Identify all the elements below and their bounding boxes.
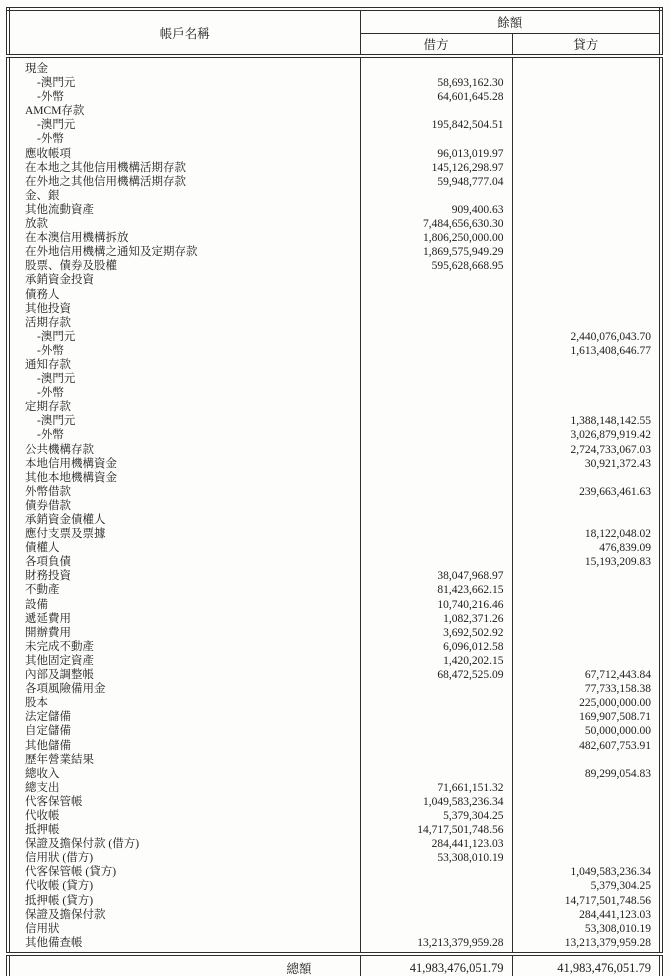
table-row: [8, 851, 661, 865]
credit-value: 482,607,753.91: [579, 739, 652, 752]
credit-value: [512, 316, 661, 330]
debit-value: [360, 428, 512, 442]
debit-value: 1,420,202.15: [360, 654, 512, 668]
column-header-credit: 貸方: [573, 38, 599, 52]
debit-value: [360, 682, 512, 696]
account-label: 設備: [8, 598, 360, 612]
account-label: -外幣: [8, 344, 360, 358]
debit-value: [360, 132, 512, 146]
credit-value: 239,663,461.63: [579, 485, 652, 498]
table-row: [8, 344, 661, 358]
table-row: [8, 428, 661, 442]
table-row: [8, 936, 661, 954]
table-row: [8, 767, 661, 781]
account-label: 各項負債: [8, 555, 360, 569]
account-label: 股本: [8, 696, 360, 710]
credit-value: [512, 583, 661, 597]
credit-value: [512, 400, 661, 414]
account-label: 信用狀: [8, 922, 360, 936]
credit-value: [512, 189, 661, 203]
table-row: [8, 668, 661, 682]
table-row: [8, 598, 661, 612]
trial-balance-table: [6, 7, 663, 976]
table-row: [8, 739, 661, 753]
credit-value: [512, 203, 661, 217]
debit-value: [360, 767, 512, 781]
credit-value: [512, 104, 661, 118]
credit-value: 15,193,209.83: [584, 556, 652, 569]
credit-value: [512, 640, 661, 654]
account-label: 金、銀: [8, 189, 360, 203]
debit-value: [360, 894, 512, 908]
account-label: -外幣: [8, 428, 360, 442]
credit-value: [512, 809, 661, 823]
account-label: 在外地之其他信用機構活期存款: [8, 175, 360, 189]
credit-value: 2,440,076,043.70: [570, 330, 652, 343]
debit-value: 1,082,371.26: [360, 612, 512, 626]
table-row: [8, 654, 661, 668]
credit-value: [512, 598, 661, 612]
debit-value: 1,806,250,000.00: [360, 231, 512, 245]
table-row: [8, 513, 661, 527]
debit-value: 1,869,575,949.29: [360, 245, 512, 259]
total-row: [8, 954, 661, 976]
debit-value: [360, 189, 512, 203]
total-credit-value: 41,983,476,051.79: [557, 960, 652, 975]
table-row: [8, 316, 661, 330]
credit-value: [512, 654, 661, 668]
debit-value: [360, 753, 512, 767]
credit-value: 89,299,054.83: [584, 767, 652, 780]
credit-value: [512, 612, 661, 626]
account-label: -澳門元: [8, 330, 360, 344]
debit-value: 96,013,019.97: [360, 147, 512, 161]
account-label: 總收入: [8, 767, 360, 781]
debit-value: [360, 541, 512, 555]
account-label: 信用狀 (借方): [8, 851, 360, 865]
credit-value: [512, 499, 661, 513]
table-row: [8, 288, 661, 302]
account-label: 放款: [8, 217, 360, 231]
account-label: 承銷資金債權人: [8, 513, 360, 527]
account-label: 保證及擔保付款 (借方): [8, 837, 360, 851]
credit-value: [512, 259, 661, 273]
credit-value: 50,000,000.00: [584, 725, 652, 738]
table-row: [8, 217, 661, 231]
debit-value: [360, 443, 512, 457]
table-row: [8, 161, 661, 175]
table-header: [8, 9, 661, 56]
table-footer: [8, 954, 661, 976]
account-label: 其他本地機構資金: [8, 471, 360, 485]
debit-value: 595,628,668.95: [360, 259, 512, 273]
table-row: [8, 245, 661, 259]
table-row: [8, 499, 661, 513]
table-row: [8, 555, 661, 569]
table-row: [8, 273, 661, 287]
table-row: [8, 443, 661, 457]
table-row: [8, 724, 661, 738]
account-label: 各項風險備用金: [8, 682, 360, 696]
credit-value: [512, 569, 661, 583]
debit-value: [360, 330, 512, 344]
table-row: [8, 569, 661, 583]
credit-value: 30,921,372.43: [584, 457, 652, 470]
account-label: 債券借款: [8, 499, 360, 513]
debit-value: 59,948,777.04: [360, 175, 512, 189]
credit-value: [512, 851, 661, 865]
debit-value: [360, 499, 512, 513]
account-label: -澳門元: [8, 118, 360, 132]
table-row: [8, 175, 661, 189]
debit-value: [360, 344, 512, 358]
table-row: [8, 696, 661, 710]
account-label: 債務人: [8, 288, 360, 302]
credit-value: [512, 471, 661, 485]
table-row: [8, 837, 661, 851]
credit-value: [512, 147, 661, 161]
debit-value: 38,047,968.97: [360, 569, 512, 583]
table-row: [8, 259, 661, 273]
account-label: -澳門元: [8, 372, 360, 386]
credit-value: [512, 118, 661, 132]
account-label: 自定儲備: [8, 724, 360, 738]
table-row: [8, 471, 661, 485]
credit-value: [512, 217, 661, 231]
credit-value: 5,379,304.25: [590, 880, 652, 893]
credit-value: [512, 76, 661, 90]
account-label: 遞延費用: [8, 612, 360, 626]
account-label: 債權人: [8, 541, 360, 555]
table-row: [8, 189, 661, 203]
debit-value: 53,308,010.19: [360, 851, 512, 865]
account-label: 其他備查帳: [8, 936, 360, 954]
table-row: [8, 457, 661, 471]
account-label: 在本地之其他信用機構活期存款: [8, 161, 360, 175]
debit-value: [360, 724, 512, 738]
table-row: [8, 414, 661, 428]
account-label: 在外地信用機構之通知及定期存款: [8, 245, 360, 259]
account-label: 代收帳 (貸方): [8, 879, 360, 893]
account-label: 承銷資金投資: [8, 273, 360, 287]
account-label: 股票、債券及股權: [8, 259, 360, 273]
debit-value: [360, 400, 512, 414]
credit-value: [512, 288, 661, 302]
table-row: [8, 865, 661, 879]
table-row: [8, 612, 661, 626]
account-label: 應收帳項: [8, 147, 360, 161]
debit-value: [360, 386, 512, 400]
table-row: [8, 330, 661, 344]
account-label: 其他流動資產: [8, 203, 360, 217]
debit-value: 6,096,012.58: [360, 640, 512, 654]
debit-value: [360, 879, 512, 893]
column-header-debit: 借方: [360, 34, 512, 57]
credit-value: [512, 513, 661, 527]
table-row: [8, 118, 661, 132]
debit-value: [360, 513, 512, 527]
credit-value: [512, 386, 661, 400]
account-label: 不動產: [8, 583, 360, 597]
table-row: [8, 302, 661, 316]
trial-balance: [6, 7, 663, 976]
table-row: [8, 358, 661, 372]
table-row: [8, 231, 661, 245]
account-label: 應付支票及票據: [8, 527, 360, 541]
credit-value: [512, 626, 661, 640]
table-row: [8, 781, 661, 795]
credit-value: [512, 781, 661, 795]
debit-value: [360, 908, 512, 922]
credit-value: 3,026,879,919.42: [570, 429, 652, 442]
table-row: [8, 541, 661, 555]
debit-value: [360, 555, 512, 569]
credit-value: [512, 245, 661, 259]
table-row: [8, 894, 661, 908]
credit-value: 14,717,501,748.56: [564, 894, 652, 907]
credit-value: [512, 372, 661, 386]
table-row: [8, 823, 661, 837]
table-row: [8, 104, 661, 118]
table-row: [8, 640, 661, 654]
account-label: 法定儲備: [8, 710, 360, 724]
credit-value: 53,308,010.19: [584, 922, 652, 935]
debit-value: [360, 316, 512, 330]
table-row: [8, 908, 661, 922]
account-label: 活期存款: [8, 316, 360, 330]
credit-value: 67,712,443.84: [584, 669, 652, 682]
credit-value: [512, 302, 661, 316]
account-label: AMCM存款: [8, 104, 360, 118]
table-row: [8, 753, 661, 767]
account-rows: [8, 56, 661, 954]
credit-value: 1,388,148,142.55: [570, 415, 652, 428]
table-row: [8, 132, 661, 146]
debit-value: 64,601,645.28: [360, 90, 512, 104]
credit-value: [512, 56, 661, 76]
credit-value: 284,441,123.03: [579, 908, 652, 921]
debit-value: [360, 457, 512, 471]
debit-value: [360, 358, 512, 372]
account-label: 定期存款: [8, 400, 360, 414]
column-header-balance: 餘額: [360, 9, 661, 34]
debit-value: [360, 372, 512, 386]
account-label: 其他固定資產: [8, 654, 360, 668]
account-label: 代客保管帳 (貸方): [8, 865, 360, 879]
debit-value: [360, 273, 512, 287]
account-label: -澳門元: [8, 414, 360, 428]
debit-value: [360, 414, 512, 428]
debit-value: 3,692,502.92: [360, 626, 512, 640]
credit-value: [512, 837, 661, 851]
credit-value: 2,724,733,067.03: [570, 443, 652, 456]
account-label: -外幣: [8, 386, 360, 400]
credit-value: 1,613,408,646.77: [570, 344, 652, 357]
table-row: [8, 76, 661, 90]
account-label: 公共機構存款: [8, 443, 360, 457]
credit-value: 225,000,000.00: [579, 697, 652, 710]
credit-value: [512, 358, 661, 372]
debit-value: [360, 527, 512, 541]
debit-value: [360, 288, 512, 302]
table-row: [8, 147, 661, 161]
credit-value: 18,122,048.02: [584, 528, 652, 541]
credit-value: [512, 175, 661, 189]
account-label: 抵押帳 (貸方): [8, 894, 360, 908]
debit-value: [360, 739, 512, 753]
debit-value: 71,661,151.32: [360, 781, 512, 795]
account-label: 在本澳信用機構拆放: [8, 231, 360, 245]
account-label: -澳門元: [8, 76, 360, 90]
account-label: 其他儲備: [8, 739, 360, 753]
column-header-account-name: 帳戶名稱: [8, 9, 360, 56]
table-row: [8, 809, 661, 823]
debit-value: [360, 696, 512, 710]
account-label: 代收帳: [8, 809, 360, 823]
debit-value: 284,441,123.03: [360, 837, 512, 851]
debit-value: [360, 302, 512, 316]
debit-value: 14,717,501,748.56: [360, 823, 512, 837]
debit-value: [360, 865, 512, 879]
credit-value: [512, 132, 661, 146]
credit-value: [512, 161, 661, 175]
account-label: 其他投資: [8, 302, 360, 316]
table-row: [8, 922, 661, 936]
debit-value: 13,213,379,959.28: [360, 936, 512, 954]
credit-value: [512, 795, 661, 809]
credit-value: [512, 273, 661, 287]
debit-value: [360, 710, 512, 724]
debit-value: 195,842,504.51: [360, 118, 512, 132]
table-row: [8, 203, 661, 217]
account-label: 開辦費用: [8, 626, 360, 640]
credit-value: [512, 90, 661, 104]
table-row: [8, 372, 661, 386]
table-row: [8, 527, 661, 541]
table-row: [8, 56, 661, 76]
debit-value: [360, 56, 512, 76]
table-row: [8, 682, 661, 696]
credit-value: 1,049,583,236.34: [570, 866, 652, 879]
total-label: 總額: [8, 954, 360, 976]
debit-value: 5,379,304.25: [360, 809, 512, 823]
account-label: 現金: [8, 56, 360, 76]
account-label: 保證及擔保付款: [8, 908, 360, 922]
debit-value: 81,423,662.15: [360, 583, 512, 597]
account-label: 通知存款: [8, 358, 360, 372]
debit-value: [360, 922, 512, 936]
debit-value: [360, 104, 512, 118]
table-row: [8, 90, 661, 104]
table-row: [8, 583, 661, 597]
table-row: [8, 879, 661, 893]
debit-value: 145,126,298.97: [360, 161, 512, 175]
debit-value: 7,484,656,630.30: [360, 217, 512, 231]
account-label: -外幣: [8, 90, 360, 104]
debit-value: 58,693,162.30: [360, 76, 512, 90]
account-label: 抵押帳: [8, 823, 360, 837]
table-row: [8, 386, 661, 400]
credit-value: [512, 231, 661, 245]
account-label: 未完成不動產: [8, 640, 360, 654]
account-label: -外幣: [8, 132, 360, 146]
debit-value: 68,472,525.09: [360, 668, 512, 682]
account-label: 財務投資: [8, 569, 360, 583]
credit-value: 476,839.09: [599, 542, 652, 555]
debit-value: 1,049,583,236.34: [360, 795, 512, 809]
debit-value: 909,400.63: [360, 203, 512, 217]
credit-value: [512, 753, 661, 767]
table-row: [8, 710, 661, 724]
account-label: 本地信用機構資金: [8, 457, 360, 471]
credit-value: 169,907,508.71: [579, 711, 652, 724]
table-row: [8, 400, 661, 414]
credit-value: [512, 823, 661, 837]
account-label: 總支出: [8, 781, 360, 795]
total-debit-value: 41,983,476,051.79: [360, 954, 512, 976]
debit-value: [360, 485, 512, 499]
credit-value: 77,733,158.38: [584, 683, 652, 696]
table-row: [8, 626, 661, 640]
account-label: 代客保管帳: [8, 795, 360, 809]
table-row: [8, 795, 661, 809]
account-label: 歷年營業結果: [8, 753, 360, 767]
debit-value: 10,740,216.46: [360, 598, 512, 612]
account-label: 內部及調整帳: [8, 668, 360, 682]
account-label: 外幣借款: [8, 485, 360, 499]
table-row: [8, 485, 661, 499]
credit-value: 13,213,379,959.28: [564, 936, 652, 949]
debit-value: [360, 471, 512, 485]
